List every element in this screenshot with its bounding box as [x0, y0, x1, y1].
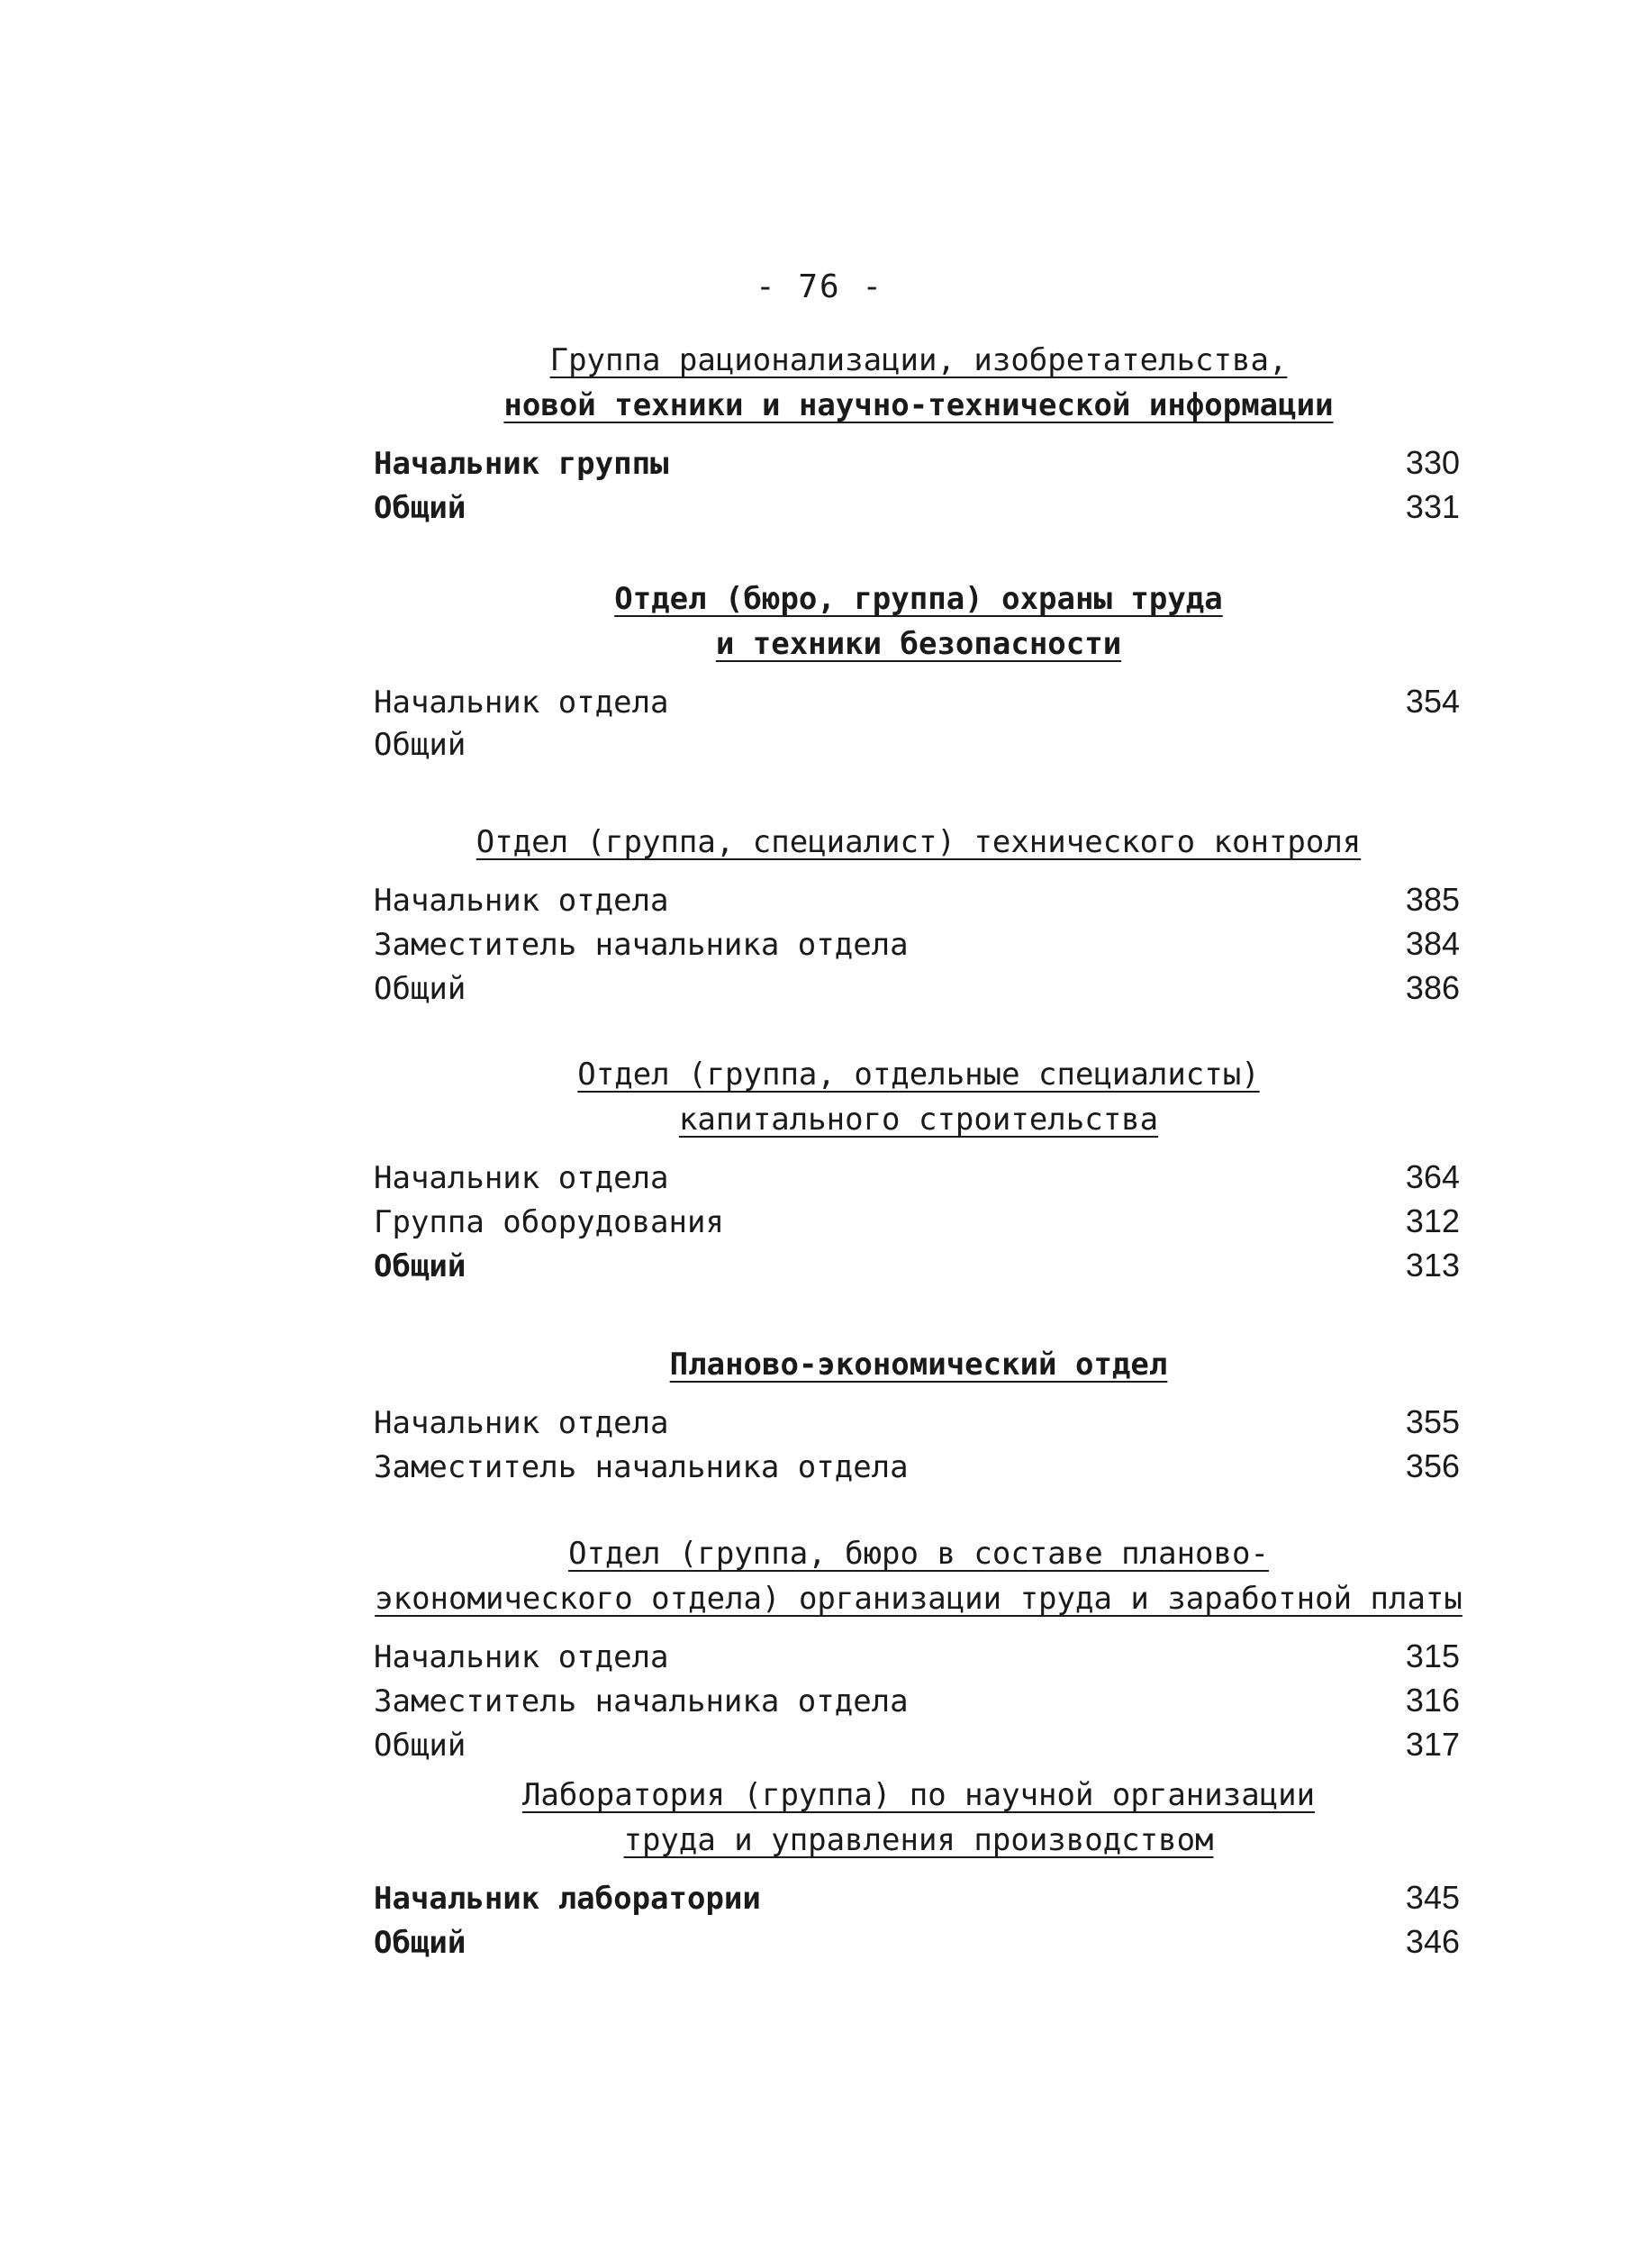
section-labor-safety-department [374, 576, 1463, 767]
position-name: Общий [374, 1728, 466, 1764]
position-name: Общий [374, 1925, 466, 1961]
section-heading [374, 1773, 1463, 1863]
list-item [374, 723, 1463, 767]
section-heading [374, 1342, 1463, 1387]
list-item [374, 1199, 1463, 1243]
position-code: 384 [1405, 925, 1460, 962]
list-item [374, 1155, 1463, 1199]
list-item [374, 1444, 1463, 1488]
list-item [374, 1875, 1463, 1919]
position-name: Начальник отдела [374, 1160, 669, 1196]
position-code: 364 [1405, 1158, 1460, 1195]
position-name: Общий [374, 727, 466, 763]
position-code: 346 [1405, 1923, 1460, 1960]
list-item [374, 1400, 1463, 1444]
position-name: Заместитель начальника отдела [374, 1683, 909, 1719]
position-name: Заместитель начальника отдела [374, 927, 909, 963]
section-labor-organization-department [374, 1531, 1463, 1766]
section-heading-line: Отдел (группа, бюро в составе планово- [568, 1536, 1269, 1572]
position-name: Начальник отдела [374, 1639, 669, 1675]
section-heading-line: Группа рационализации, изобретательства, [549, 342, 1288, 378]
position-name: Общий [374, 1248, 466, 1284]
list-item [374, 921, 1463, 966]
list-item [374, 679, 1463, 723]
position-code: 356 [1405, 1447, 1460, 1484]
list-item [374, 1722, 1463, 1766]
position-name: Начальник лаборатории [374, 1881, 761, 1917]
list-item [374, 1243, 1463, 1287]
position-code: 386 [1405, 969, 1460, 1006]
section-heading-line: экономического отдела) организации труда и заработной платы [375, 1581, 1462, 1617]
position-name: Начальник отдела [374, 883, 669, 919]
position-name: Начальник отдела [374, 685, 669, 721]
section-heading-line: новой техники и научно-технической информации [503, 387, 1334, 423]
position-code: 317 [1405, 1726, 1460, 1763]
list-item [374, 966, 1463, 1010]
section-heading-line: и техники безопасности [715, 626, 1122, 662]
section-heading [374, 576, 1463, 667]
position-code: 355 [1405, 1403, 1460, 1440]
position-name: Общий [374, 971, 466, 1007]
list-item [374, 485, 1463, 529]
list-item [374, 440, 1463, 485]
section-heading-line: Планово-экономический отдел [669, 1347, 1168, 1383]
section-heading [374, 338, 1463, 428]
list-item [374, 1634, 1463, 1678]
section-scientific-labor-organization-lab [374, 1773, 1463, 1964]
list-item [374, 1919, 1463, 1964]
section-technical-control-department [374, 820, 1463, 1010]
list-item [374, 877, 1463, 921]
position-name: Общий [374, 490, 466, 526]
section-capital-construction-department [374, 1052, 1463, 1287]
position-code: 354 [1405, 683, 1460, 720]
section-heading-line: Отдел (группа, отдельные специалисты) [577, 1057, 1260, 1093]
position-code: 331 [1405, 488, 1460, 525]
position-code: 345 [1405, 1879, 1460, 1916]
position-code: 330 [1405, 444, 1460, 481]
section-rationalization-group [374, 338, 1463, 529]
section-heading-line: труда и управления производством [623, 1822, 1214, 1858]
position-name: Группа оборудования [374, 1204, 724, 1240]
section-heading-line: капитального строительства [678, 1102, 1159, 1138]
section-heading [374, 1531, 1463, 1621]
section-heading [374, 1052, 1463, 1142]
position-name: Заместитель начальника отдела [374, 1449, 909, 1485]
section-heading-line: Отдел (бюро, группа) охраны труда [614, 581, 1223, 617]
position-code: 312 [1405, 1202, 1460, 1239]
position-code: 315 [1405, 1637, 1460, 1674]
position-name: Начальник группы [374, 446, 669, 482]
section-heading-line: Лаборатория (группа) по научной организации [521, 1777, 1316, 1813]
page-number: - 76 - [755, 268, 884, 305]
position-name: Начальник отдела [374, 1405, 669, 1441]
section-planning-economic-department [374, 1342, 1463, 1488]
position-code: 313 [1405, 1247, 1460, 1284]
position-code: 316 [1405, 1682, 1460, 1719]
position-code: 385 [1405, 881, 1460, 918]
section-heading [374, 820, 1463, 865]
list-item [374, 1678, 1463, 1722]
section-heading-line: Отдел (группа, специалист) технического контроля [475, 824, 1362, 860]
